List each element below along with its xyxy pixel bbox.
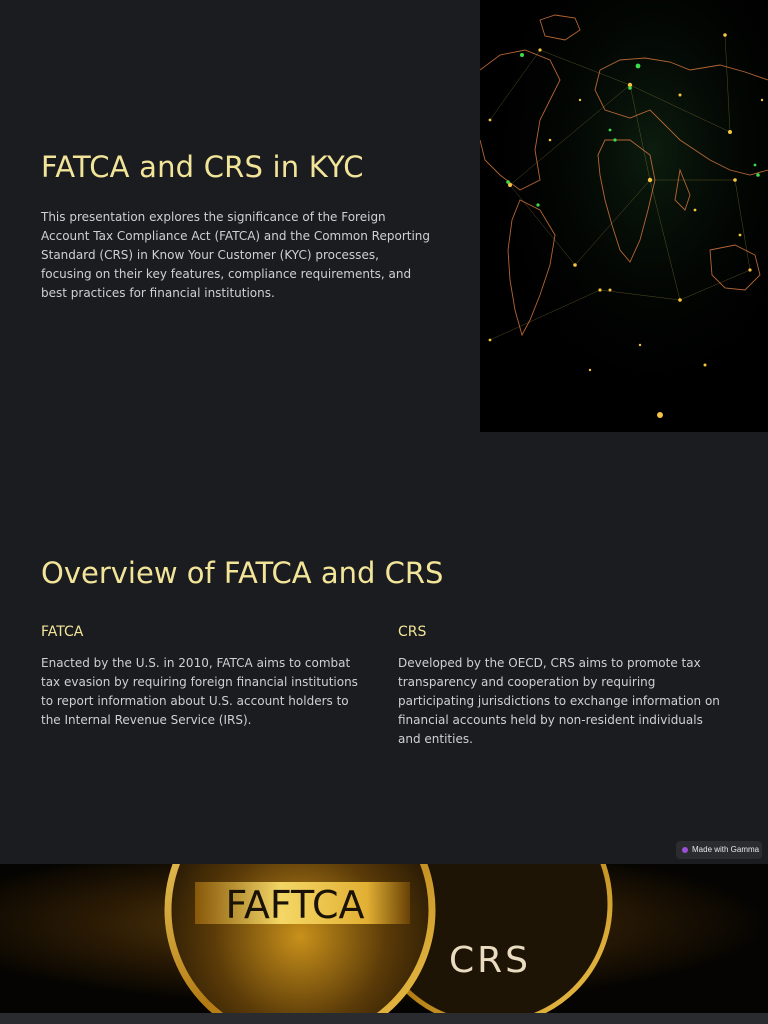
- overview-title: Overview of FATCA and CRS: [41, 556, 444, 590]
- faftca-coin-text: FAFTCA: [225, 883, 365, 927]
- fatca-crs-coins-image: [0, 864, 768, 1013]
- crs-text: Developed by the OECD, CRS aims to promote tax transparency and cooperation by requiring participating jurisdictions to exchange information on financial accounts held by non-resident individuals and entities.: [398, 656, 720, 746]
- coins-graphic: [0, 864, 768, 1013]
- page-title: FATCA and CRS in KYC: [41, 150, 364, 184]
- crs-heading: CRS: [398, 624, 427, 640]
- gamma-logo-icon: [682, 847, 688, 853]
- fatca-column: [41, 624, 371, 730]
- made-with-gamma-badge[interactable]: [676, 841, 762, 859]
- world-map-graphic: [480, 0, 768, 432]
- badge-label: Made with Gamma: [692, 845, 760, 854]
- fatca-text: Enacted by the U.S. in 2010, FATCA aims to combat tax evasion by requiring foreign financial institutions to report information about U.S. account holders to the Internal Revenue Service (IRS).: [41, 656, 358, 727]
- bottom-edge: [0, 1013, 768, 1024]
- world-network-map-image: [480, 0, 768, 432]
- slide-title: [0, 0, 768, 432]
- crs-column: [398, 624, 728, 749]
- intro-paragraph: This presentation explores the significance of the Foreign Account Tax Compliance Act (FATCA) and the Common Reporting Standard (CRS) in Know Your Customer (KYC) processes, focusing on their key features, compliance requirements, and best practices for financial institutions.: [41, 210, 431, 300]
- slide-overview: [0, 432, 768, 864]
- fatca-heading: FATCA: [41, 624, 84, 640]
- crs-coin-text: CRS: [448, 940, 532, 981]
